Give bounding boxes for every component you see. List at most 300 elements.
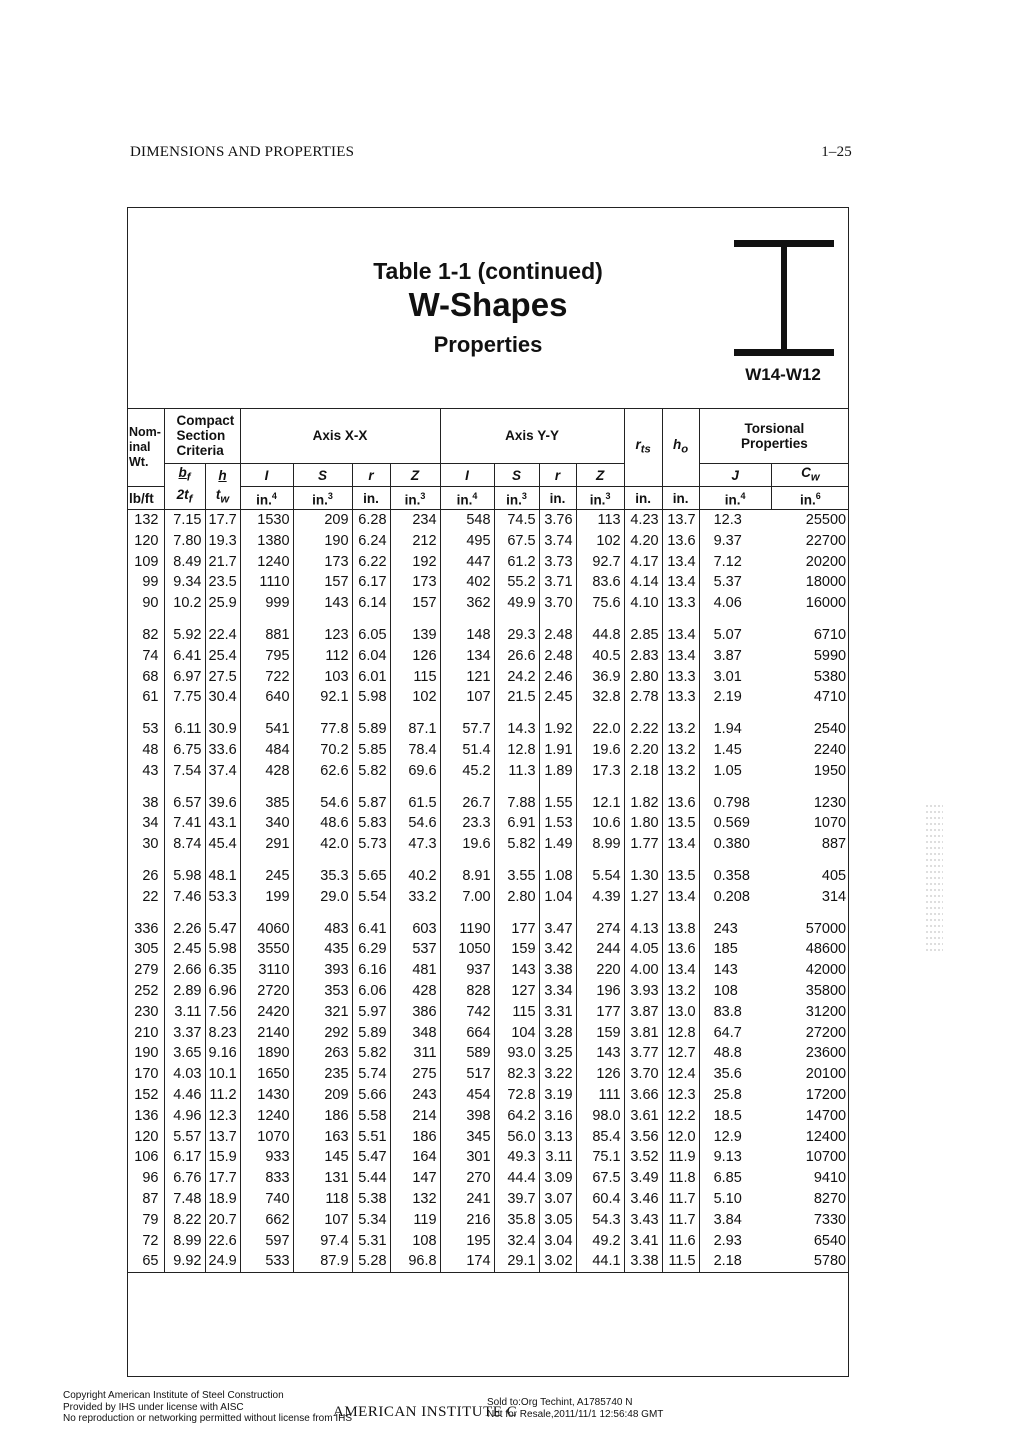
spacer-cell (352, 908, 390, 919)
table-title: W-Shapes (408, 286, 568, 323)
property-cell: 2.46 (539, 667, 576, 688)
property-cell: 393 (293, 960, 352, 981)
property-cell: 54.3 (576, 1210, 624, 1231)
header-row-symbols (127, 464, 849, 487)
table-row (127, 960, 849, 981)
property-cell: 11.2 (205, 1085, 240, 1106)
property-cell: 2.85 (624, 625, 662, 646)
spacer-cell (240, 708, 293, 719)
property-cell: 8.23 (205, 1023, 240, 1044)
property-cell: 6.96 (205, 981, 240, 1002)
spacer-cell (440, 908, 494, 919)
spacer-cell (662, 782, 699, 793)
property-cell: 275 (390, 1064, 440, 1085)
property-cell: 1.05 (699, 761, 771, 782)
property-cell: 47.3 (390, 834, 440, 855)
wide-flange-shape-icon (732, 238, 836, 358)
nominal-weight-cell: 210 (134, 1024, 159, 1041)
property-cell: 0.569 (699, 813, 771, 834)
property-cell: 16000 (805, 595, 847, 612)
property-cell: 35800 (805, 982, 847, 999)
header-S-y: S (494, 464, 539, 487)
cw-subscript: w (810, 471, 820, 484)
property-cell: 85.4 (576, 1127, 624, 1148)
property-cell: 2.80 (494, 887, 539, 908)
property-cell: 139 (390, 625, 440, 646)
property-cell: 1050 (440, 939, 494, 960)
property-cell: 7.56 (205, 1002, 240, 1023)
property-cell: 13.3 (662, 687, 699, 708)
property-cell: 2.45 (539, 687, 576, 708)
property-cell: 533 (240, 1251, 293, 1272)
nominal-weight-cell: 68 (142, 668, 159, 685)
spacer-cell (699, 908, 771, 919)
group-spacer (127, 708, 849, 719)
header-Cw (771, 464, 849, 487)
property-cell: 13.2 (662, 981, 699, 1002)
property-cell: 44.1 (576, 1251, 624, 1272)
spacer-cell (293, 908, 352, 919)
property-cell: 64.7 (699, 1023, 771, 1044)
spacer-cell (494, 782, 539, 793)
table-row (127, 687, 849, 708)
property-cell: 13.6 (662, 793, 699, 814)
spacer-cell (164, 908, 205, 919)
table-row (127, 531, 849, 552)
property-cell: 2720 (240, 981, 293, 1002)
property-cell: 108 (390, 1231, 440, 1252)
property-cell: 0.798 (699, 793, 771, 814)
nominal-weight-cell: 61 (142, 689, 159, 706)
spacer-cell (440, 855, 494, 866)
nominal-weight-cell: 90 (142, 595, 159, 612)
property-cell: 40.2 (390, 866, 440, 887)
property-cell: 5.73 (352, 834, 390, 855)
property-cell: 17.7 (205, 1168, 240, 1189)
property-cell: 6.05 (352, 625, 390, 646)
property-cell: 405 (821, 867, 847, 884)
property-cell: 19.6 (440, 834, 494, 855)
property-cell: 3.19 (539, 1085, 576, 1106)
property-cell: 48.6 (293, 813, 352, 834)
property-cell: 4.20 (624, 531, 662, 552)
spacer-cell (205, 782, 240, 793)
property-cell: 5.37 (699, 572, 771, 593)
property-cell: 6.04 (352, 646, 390, 667)
spacer-cell (127, 614, 164, 625)
spacer-cell (539, 614, 576, 625)
property-cell: 1070 (813, 815, 847, 832)
license-stamp (487, 1397, 663, 1420)
table-body (127, 510, 849, 1274)
property-cell: 3.38 (539, 960, 576, 981)
property-cell: 118 (293, 1189, 352, 1210)
property-cell: 23600 (805, 1045, 847, 1062)
property-cell: 4060 (240, 919, 293, 940)
table-row (127, 1064, 849, 1085)
unit-iy: in.$^4$ (440, 487, 494, 510)
property-cell: 83.8 (699, 1002, 771, 1023)
property-cell: 123 (293, 625, 352, 646)
spacer-cell (240, 908, 293, 919)
property-cell: 61.5 (390, 793, 440, 814)
property-cell: 12.0 (662, 1127, 699, 1148)
property-cell: 12.8 (662, 1023, 699, 1044)
property-cell: 9.37 (699, 531, 771, 552)
property-cell: 2.93 (699, 1231, 771, 1252)
property-cell: 10700 (805, 1149, 847, 1166)
property-cell: 5.82 (494, 834, 539, 855)
table-row (127, 740, 849, 761)
table-row (127, 1251, 849, 1272)
property-cell: 11.6 (662, 1231, 699, 1252)
property-cell: 6.29 (352, 939, 390, 960)
bf-subscript: f (186, 471, 191, 484)
spacer-cell (352, 614, 390, 625)
spacer-cell (662, 708, 699, 719)
property-cell: 3.87 (699, 646, 771, 667)
property-cell: 33.6 (205, 740, 240, 761)
table-row (127, 1231, 849, 1252)
property-cell: 45.4 (205, 834, 240, 855)
property-cell: 13.6 (662, 939, 699, 960)
header-Z-y: Z (576, 464, 624, 487)
nominal-weight-cell: 252 (134, 982, 159, 999)
property-cell: 5.89 (352, 1023, 390, 1044)
property-cell: 27200 (805, 1024, 847, 1041)
property-cell: 15.9 (205, 1147, 240, 1168)
table-row (127, 1168, 849, 1189)
property-cell: 7.46 (164, 887, 205, 908)
property-cell: 1.49 (539, 834, 576, 855)
property-cell: 5.92 (164, 625, 205, 646)
property-cell: 3.37 (164, 1023, 205, 1044)
property-cell: 3.38 (624, 1251, 662, 1272)
property-cell: 5.98 (164, 866, 205, 887)
table-row (127, 646, 849, 667)
header-rts (624, 408, 662, 487)
property-cell: 1070 (240, 1127, 293, 1148)
spacer-cell (293, 855, 352, 866)
table-row (127, 793, 849, 814)
property-cell: 24.2 (494, 667, 539, 688)
property-cell: 1230 (813, 794, 847, 811)
spacer-cell (127, 855, 164, 866)
property-cell: 495 (440, 531, 494, 552)
property-cell: 25.9 (205, 593, 240, 614)
property-cell: 2.45 (164, 939, 205, 960)
spacer-cell (662, 614, 699, 625)
spacer-cell (494, 708, 539, 719)
spacer-cell (352, 855, 390, 866)
property-cell: 5.07 (699, 625, 771, 646)
property-cell: 274 (576, 919, 624, 940)
property-cell: 722 (240, 667, 293, 688)
property-cell: 199 (240, 887, 293, 908)
property-cell: 2.66 (164, 960, 205, 981)
spacer-cell (576, 782, 624, 793)
property-cell: 5.38 (352, 1189, 390, 1210)
property-cell: 435 (293, 939, 352, 960)
property-cell: 1.08 (539, 866, 576, 887)
property-cell: 131 (293, 1168, 352, 1189)
property-cell: 11.7 (662, 1189, 699, 1210)
property-cell: 6.06 (352, 981, 390, 1002)
nominal-weight-cell: 170 (134, 1066, 159, 1083)
nominal-weight-cell: 30 (142, 836, 159, 853)
property-cell: 5.57 (164, 1127, 205, 1148)
property-cell: 1240 (240, 552, 293, 573)
property-cell: 6.11 (164, 719, 205, 740)
property-cell: 3.70 (539, 593, 576, 614)
nominal-weight-cell: 190 (134, 1045, 159, 1062)
property-cell: 25.4 (205, 646, 240, 667)
property-cell: 30.4 (205, 687, 240, 708)
property-cell: 107 (440, 687, 494, 708)
property-cell: 5.66 (352, 1085, 390, 1106)
property-cell: 321 (293, 1002, 352, 1023)
property-cell: 12.4 (662, 1064, 699, 1085)
property-cell: 1.91 (539, 740, 576, 761)
property-cell: 13.0 (662, 1002, 699, 1023)
property-cell: 428 (390, 981, 440, 1002)
property-cell: 75.1 (576, 1147, 624, 1168)
property-cell: 3.52 (624, 1147, 662, 1168)
unit-rts: in. (624, 487, 662, 510)
property-cell: 243 (390, 1085, 440, 1106)
property-cell: 6540 (813, 1232, 847, 1249)
property-cell: 937 (440, 960, 494, 981)
property-cell: 12.1 (576, 793, 624, 814)
unit-sy: in.$^3$ (494, 487, 539, 510)
table-row (127, 813, 849, 834)
property-cell: 5.97 (352, 1002, 390, 1023)
property-cell: 3.56 (624, 1127, 662, 1148)
property-cell: 4.10 (624, 593, 662, 614)
property-cell: 4.05 (624, 939, 662, 960)
property-cell: 537 (390, 939, 440, 960)
spacer-cell (662, 855, 699, 866)
property-cell: 999 (240, 593, 293, 614)
property-cell: 234 (390, 510, 440, 531)
table-row (127, 719, 849, 740)
property-cell: 27.5 (205, 667, 240, 688)
header-r-x: r (352, 464, 390, 487)
property-cell: 44.8 (576, 625, 624, 646)
unit-j: in.$^4$ (699, 487, 771, 510)
unit-ix: in.$^4$ (240, 487, 293, 510)
property-cell: 484 (240, 740, 293, 761)
nominal-weight-cell: 132 (134, 512, 159, 528)
property-cell: 132 (390, 1189, 440, 1210)
property-cell: 2.19 (699, 687, 771, 708)
nominal-weight-cell: 109 (134, 553, 159, 570)
property-cell: 589 (440, 1043, 494, 1064)
property-cell: 353 (293, 981, 352, 1002)
property-cell: 4.39 (576, 887, 624, 908)
header-torsional (699, 408, 849, 464)
property-cell: 5.83 (352, 813, 390, 834)
property-cell: 2.78 (624, 687, 662, 708)
property-cell: 209 (293, 1085, 352, 1106)
property-cell: 48600 (805, 941, 847, 958)
property-cell: 11.9 (662, 1147, 699, 1168)
group-spacer (127, 782, 849, 793)
property-cell: 5.89 (352, 719, 390, 740)
property-cell: 13.5 (662, 866, 699, 887)
property-cell: 243 (699, 919, 771, 940)
property-cell: 244 (576, 939, 624, 960)
property-cell: 17.3 (576, 761, 624, 782)
property-cell: 8.99 (164, 1231, 205, 1252)
property-cell: 5.58 (352, 1106, 390, 1127)
property-cell: 398 (440, 1106, 494, 1127)
property-cell: 127 (494, 981, 539, 1002)
property-cell: 740 (240, 1189, 293, 1210)
spacer-cell (164, 614, 205, 625)
property-cell: 48.1 (205, 866, 240, 887)
property-cell: 2.80 (624, 667, 662, 688)
property-cell: 3.93 (624, 981, 662, 1002)
property-cell: 29.0 (293, 887, 352, 908)
property-cell: 185 (699, 939, 771, 960)
property-cell: 1.04 (539, 887, 576, 908)
nominal-weight-cell: 65 (142, 1253, 159, 1270)
property-cell: 345 (440, 1127, 494, 1148)
property-cell: 23.5 (205, 572, 240, 593)
property-cell: 5.98 (352, 687, 390, 708)
property-cell: 42.0 (293, 834, 352, 855)
table-row (127, 1147, 849, 1168)
property-cell: 3.87 (624, 1002, 662, 1023)
property-cell: 82.3 (494, 1064, 539, 1085)
property-cell: 35.8 (494, 1210, 539, 1231)
property-cell: 5.65 (352, 866, 390, 887)
property-cell: 7330 (813, 1211, 847, 1228)
property-cell: 5.51 (352, 1127, 390, 1148)
property-cell: 1430 (240, 1085, 293, 1106)
property-cell: 291 (240, 834, 293, 855)
property-cell: 32.8 (576, 687, 624, 708)
header-ho (662, 408, 699, 487)
property-cell: 887 (821, 836, 847, 853)
property-cell: 1.89 (539, 761, 576, 782)
nominal-wt-label: Nom- inal Wt. (129, 424, 161, 469)
nominal-weight-cell: 279 (134, 962, 159, 979)
property-cell: 11.3 (494, 761, 539, 782)
table-row (127, 625, 849, 646)
property-cell: 1.30 (624, 866, 662, 887)
spacer-cell (699, 782, 771, 793)
property-cell: 57.7 (440, 719, 494, 740)
property-cell: 92.1 (293, 687, 352, 708)
property-cell: 13.2 (662, 740, 699, 761)
property-cell: 2420 (240, 1002, 293, 1023)
property-cell: 145 (293, 1147, 352, 1168)
property-cell: 143 (576, 1043, 624, 1064)
property-cell: 14.3 (494, 719, 539, 740)
property-cell: 173 (390, 572, 440, 593)
property-cell: 6.17 (352, 572, 390, 593)
property-cell: 1890 (240, 1043, 293, 1064)
property-cell: 3.70 (624, 1064, 662, 1085)
property-cell: 55.2 (494, 572, 539, 593)
property-cell: 541 (240, 719, 293, 740)
property-cell: 87.9 (293, 1251, 352, 1272)
header-S-x: S (293, 464, 352, 487)
property-cell: 39.6 (205, 793, 240, 814)
spacer-cell (494, 855, 539, 866)
property-cell: 10.6 (576, 813, 624, 834)
bottom-rule-cell (127, 1273, 849, 1274)
nominal-weight-cell: 53 (142, 721, 159, 738)
property-cell: 5780 (813, 1253, 847, 1270)
property-cell: 157 (390, 593, 440, 614)
property-cell: 77.8 (293, 719, 352, 740)
property-cell: 12.7 (662, 1043, 699, 1064)
spacer-cell (127, 782, 164, 793)
property-cell: 143 (699, 960, 771, 981)
table-row (127, 1106, 849, 1127)
property-cell: 5.47 (205, 919, 240, 940)
property-cell: 3.09 (539, 1168, 576, 1189)
property-cell: 3550 (240, 939, 293, 960)
unit-cw: in.$^6$ (771, 487, 849, 510)
property-cell: 97.4 (293, 1231, 352, 1252)
property-cell: 7.12 (699, 552, 771, 573)
property-cell: 24.9 (205, 1251, 240, 1272)
property-cell: 3.01 (699, 667, 771, 688)
ho-symbol: h (673, 436, 682, 452)
property-cell: 833 (240, 1168, 293, 1189)
copyright-line: Provided by IHS under license with AISC (63, 1401, 244, 1413)
property-cell: 3.71 (539, 572, 576, 593)
unit-zx: in.$^3$ (390, 487, 440, 510)
property-cell: 13.4 (662, 552, 699, 573)
property-cell: 1.82 (624, 793, 662, 814)
property-cell: 13.4 (662, 834, 699, 855)
property-cell: 44.4 (494, 1168, 539, 1189)
property-cell: 8270 (813, 1190, 847, 1207)
table-row (127, 866, 849, 887)
property-cell: 7.54 (164, 761, 205, 782)
property-cell: 4.06 (699, 593, 771, 614)
2tf-subscript: f (188, 494, 193, 507)
property-cell: 174 (440, 1251, 494, 1272)
property-cell: 54.6 (293, 793, 352, 814)
spacer-cell (699, 708, 771, 719)
property-cell: 3.31 (539, 1002, 576, 1023)
property-cell: 12.3 (662, 1085, 699, 1106)
property-cell: 49.2 (576, 1231, 624, 1252)
tw-subscript: w (220, 494, 230, 507)
spacer-cell (352, 708, 390, 719)
property-cell: 4.00 (624, 960, 662, 981)
property-cell: 5.82 (352, 761, 390, 782)
property-cell: 121 (440, 667, 494, 688)
nominal-weight-cell: 87 (142, 1190, 159, 1207)
property-cell: 13.2 (662, 719, 699, 740)
property-cell: 3.49 (624, 1168, 662, 1189)
nominal-weight-cell: 230 (134, 1003, 159, 1020)
property-cell: 8.22 (164, 1210, 205, 1231)
property-cell: 220 (576, 960, 624, 981)
property-cell: 603 (390, 919, 440, 940)
property-cell: 402 (440, 572, 494, 593)
property-cell: 33.2 (390, 887, 440, 908)
property-cell: 22.6 (205, 1231, 240, 1252)
property-cell: 20.7 (205, 1210, 240, 1231)
